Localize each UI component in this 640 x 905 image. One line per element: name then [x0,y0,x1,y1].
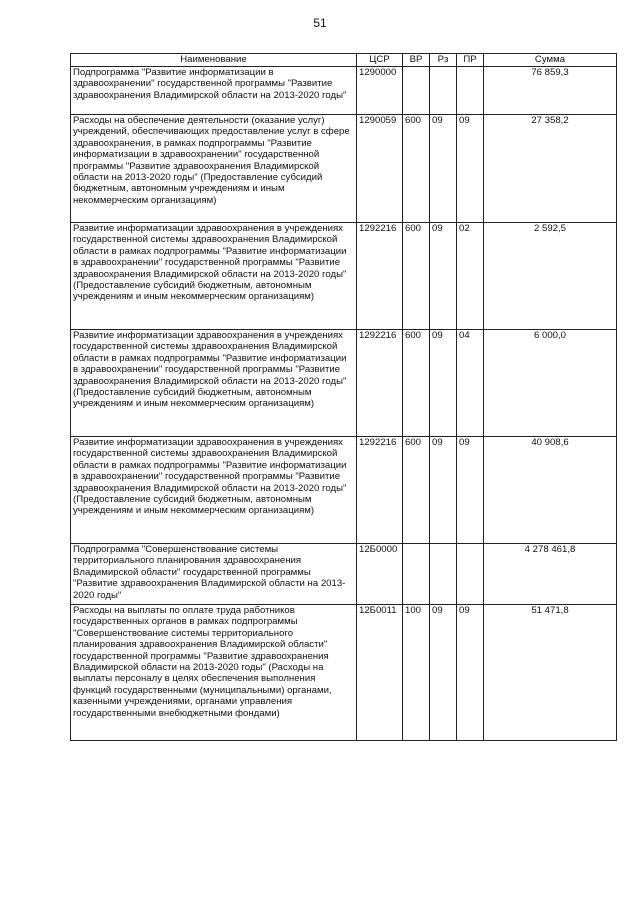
row-vr [403,67,430,115]
row-vr: 600 [403,330,430,437]
row-vr: 600 [403,223,430,330]
row-code: 12Б0000 [357,544,403,605]
row-name: Подпрограмма "Совершенствование системы территориального планирования здравоохранения Владимирской области" государственной программы "Развитие здравоохранения Владимирской области на 2013-2020 годы" [71,544,357,605]
table-row [71,605,617,741]
row-rz: 09 [430,223,457,330]
row-code: 1292216 [357,330,403,437]
row-sum: 4 278 461,8 [484,544,617,605]
row-pr: 04 [457,330,484,437]
row-pr: 09 [457,115,484,223]
table-row [71,330,617,437]
row-name: Развитие информатизации здравоохранения в учреждениях государственной системы здравоохранения Владимирской области в рамках подпрограммы "Развитие информатизации в здравоохранении" государственной программы "Развитие здравоохранения Владимирской области на 2013-2020 годы" (Предоставление субсидий бюджетным, автономным учреждениям и иным некоммерческим организациям) [71,330,357,437]
row-name: Развитие информатизации здравоохранения в учреждениях государственной системы здравоохранения Владимирской области в рамках подпрограммы "Развитие информатизации в здравоохранении" государственной программы "Развитие здравоохранения Владимирской области на 2013-2020 годы" (Предоставление субсидий бюджетным, автономным учреждениям и иным некоммерческим организациям) [71,223,357,330]
row-pr [457,544,484,605]
row-rz: 09 [430,330,457,437]
row-sum: 6 000,0 [484,330,617,437]
row-pr [457,67,484,115]
row-rz [430,544,457,605]
table-row [71,67,617,115]
header-code: ЦСР [357,54,403,67]
row-sum: 51 471,8 [484,605,617,741]
row-sum: 76 859,3 [484,67,617,115]
row-vr: 600 [403,437,430,544]
header-rz: Рз [430,54,457,67]
row-pr: 09 [457,605,484,741]
row-sum: 2 592,5 [484,223,617,330]
row-name: Подпрограмма "Развитие информатизации в здравоохранении" государственной программы "Развитие здравоохранения Владимирской области на 2013-2020 годы" [71,67,357,115]
row-code: 1290000 [357,67,403,115]
row-rz: 09 [430,115,457,223]
table-row [71,115,617,223]
table-row [71,437,617,544]
row-code: 1290059 [357,115,403,223]
page-number: 51 [313,16,327,30]
header-vr: ВР [403,54,430,67]
row-name: Расходы на выплаты по оплате труда работников государственных органов в рамках подпрограммы "Совершенствование системы территориального планирования здравоохранения Владимирской области" государственной программы "Развитие здравоохранения Владимирской области на 2013-2020 годы" (Расходы на выплаты персоналу в целях обеспечения выполнения функций государственными (муниципальными) органами, казенными учреждениями, органами управления государственными внебюджетными фондами) [71,605,357,741]
header-pr: ПР [457,54,484,67]
row-pr: 02 [457,223,484,330]
header-name: Наименование [71,54,357,67]
row-vr [403,544,430,605]
row-name: Расходы на обеспечение деятельности (оказание услуг) учреждений, обеспечивающих предоставление услуг в сфере здравоохранения, в рамках подпрограммы "Развитие информатизации в здравоохранении" государственной программы "Развитие здравоохранения Владимирской области на 2013-2020 годы" (Предоставление субсидий бюджетным, автономным учреждениям и иным некоммерческим организациям) [71,115,357,223]
row-vr: 100 [403,605,430,741]
table-header-row [71,54,617,67]
table-row [71,544,617,605]
row-code: 12Б0011 [357,605,403,741]
row-rz [430,67,457,115]
row-code: 1292216 [357,437,403,544]
row-sum: 40 908,6 [484,437,617,544]
row-vr: 600 [403,115,430,223]
row-code: 1292216 [357,223,403,330]
row-rz: 09 [430,437,457,544]
row-rz: 09 [430,605,457,741]
table-row [71,223,617,330]
row-name: Развитие информатизации здравоохранения в учреждениях государственной системы здравоохранения Владимирской области в рамках подпрограммы "Развитие информатизации в здравоохранении" государственной программы "Развитие здравоохранения Владимирской области на 2013-2020 годы" (Предоставление субсидий бюджетным, автономным учреждениям и иным некоммерческим организациям) [71,437,357,544]
budget-table [70,53,617,741]
row-pr: 09 [457,437,484,544]
row-sum: 27 358,2 [484,115,617,223]
header-sum: Сумма [484,54,617,67]
